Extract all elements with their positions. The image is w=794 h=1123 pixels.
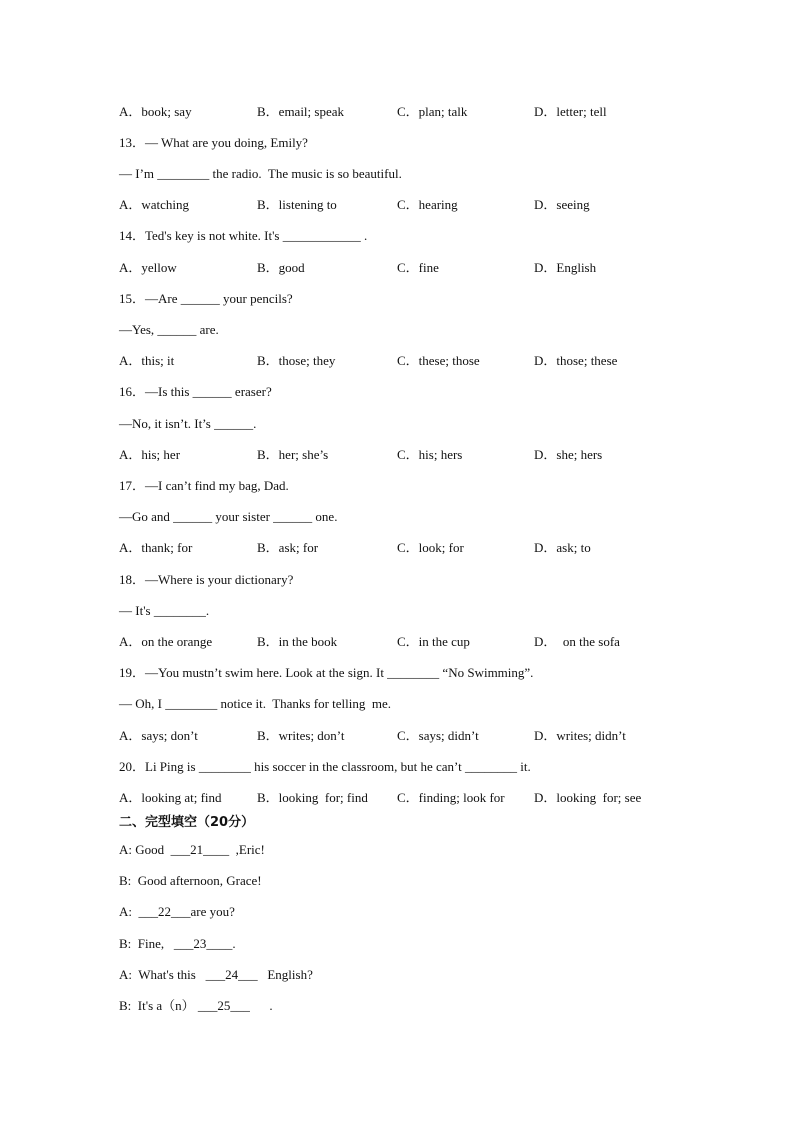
q20-options (119, 790, 679, 806)
q20-stem: 20．Li Ping is ________ his soccer in the classroom, but he can’t ________ it. (119, 759, 531, 774)
q12-option-d[interactable]: D．letter; tell (534, 104, 607, 119)
dialogue-line-1: A: Good ___21____ ,Eric! (119, 842, 265, 857)
q14-option-b[interactable]: B．good (257, 260, 305, 275)
q13-option-a[interactable]: A．watching (119, 197, 190, 212)
q14-options (119, 260, 679, 276)
q14-option-a[interactable]: A．yellow (119, 260, 177, 275)
q14-option-d[interactable]: D．English (534, 260, 597, 275)
q14-option-c[interactable]: C．fine (397, 260, 439, 275)
q13-option-c[interactable]: C．hearing (397, 197, 458, 212)
q15-option-b[interactable]: B．those; they (257, 353, 336, 368)
q13-stem: 13．— What are you doing, Emily? (119, 135, 308, 150)
dialogue-line-3: A: ___22___are you? (119, 904, 235, 919)
q17-option-c[interactable]: C．look; for (397, 540, 464, 555)
q13-options (119, 197, 679, 213)
q12-options (119, 104, 679, 120)
q19-option-c[interactable]: C．says; didn’t (397, 728, 479, 743)
q17-options (119, 540, 679, 556)
q15-option-c[interactable]: C．these; those (397, 353, 480, 368)
q12-option-c[interactable]: C．plan; talk (397, 104, 468, 119)
q16-option-c[interactable]: C．his; hers (397, 447, 463, 462)
q20-option-b[interactable]: B．looking for; find (257, 790, 368, 805)
section2-title: 二、完型填空（20分） (119, 815, 255, 830)
q19-option-b[interactable]: B．writes; don’t (257, 728, 345, 743)
dialogue-line-4: B: Fine, ___23____. (119, 936, 236, 951)
q18-stem: 18．—Where is your dictionary? (119, 572, 294, 587)
q18-option-c[interactable]: C．in the cup (397, 634, 470, 649)
q13-line2: — I’m ________ the radio. The music is so beautiful. (119, 166, 402, 181)
dialogue-line-2: B: Good afternoon, Grace! (119, 873, 262, 888)
q17-option-d[interactable]: D．ask; to (534, 540, 591, 555)
q18-line2: — It's ________. (119, 603, 210, 618)
q17-option-b[interactable]: B．ask; for (257, 540, 319, 555)
q14-stem: 14．Ted's key is not white. It's ____________ . (119, 228, 368, 243)
q13-option-d[interactable]: D．seeing (534, 197, 590, 212)
q19-stem: 19．—You mustn’t swim here. Look at the sign. It ________ “No Swimming”. (119, 665, 534, 680)
q17-stem: 17．—I can’t find my bag, Dad. (119, 478, 289, 493)
q16-option-a[interactable]: A．his; her (119, 447, 181, 462)
q17-option-a[interactable]: A．thank; for (119, 540, 193, 555)
q17-line2: —Go and ______ your sister ______ one. (119, 509, 338, 524)
q16-option-b[interactable]: B．her; she’s (257, 447, 329, 462)
dialogue-line-6: B: It's a（n） ___25___ . (119, 998, 273, 1013)
q19-option-d[interactable]: D．writes; didn’t (534, 728, 626, 743)
q18-options (119, 634, 679, 650)
q12-option-b[interactable]: B．email; speak (257, 104, 345, 119)
q15-option-d[interactable]: D．those; these (534, 353, 618, 368)
q16-option-d[interactable]: D．she; hers (534, 447, 603, 462)
q13-option-b[interactable]: B．listening to (257, 197, 337, 212)
q19-option-a[interactable]: A．says; don’t (119, 728, 198, 743)
q16-options (119, 447, 679, 463)
q16-stem: 16．—Is this ______ eraser? (119, 384, 272, 399)
q19-options (119, 728, 679, 744)
q19-line2: — Oh, I ________ notice it. Thanks for telling me. (119, 696, 391, 711)
q15-options (119, 353, 679, 369)
q15-stem: 15．—Are ______ your pencils? (119, 291, 293, 306)
q18-option-a[interactable]: A．on the orange (119, 634, 213, 649)
q18-option-b[interactable]: B．in the book (257, 634, 338, 649)
q20-option-c[interactable]: C．finding; look for (397, 790, 505, 805)
q18-option-d[interactable]: D． on the sofa (534, 634, 620, 649)
q12-option-a[interactable]: A．book; say (119, 104, 192, 119)
dialogue-line-5: A: What's this ___24___ English? (119, 967, 313, 982)
q15-line2: —Yes, ______ are. (119, 322, 219, 337)
q20-option-d[interactable]: D．looking for; see (534, 790, 642, 805)
q20-option-a[interactable]: A．looking at; find (119, 790, 222, 805)
q16-line2: —No, it isn’t. It’s ______. (119, 416, 257, 431)
q15-option-a[interactable]: A．this; it (119, 353, 175, 368)
